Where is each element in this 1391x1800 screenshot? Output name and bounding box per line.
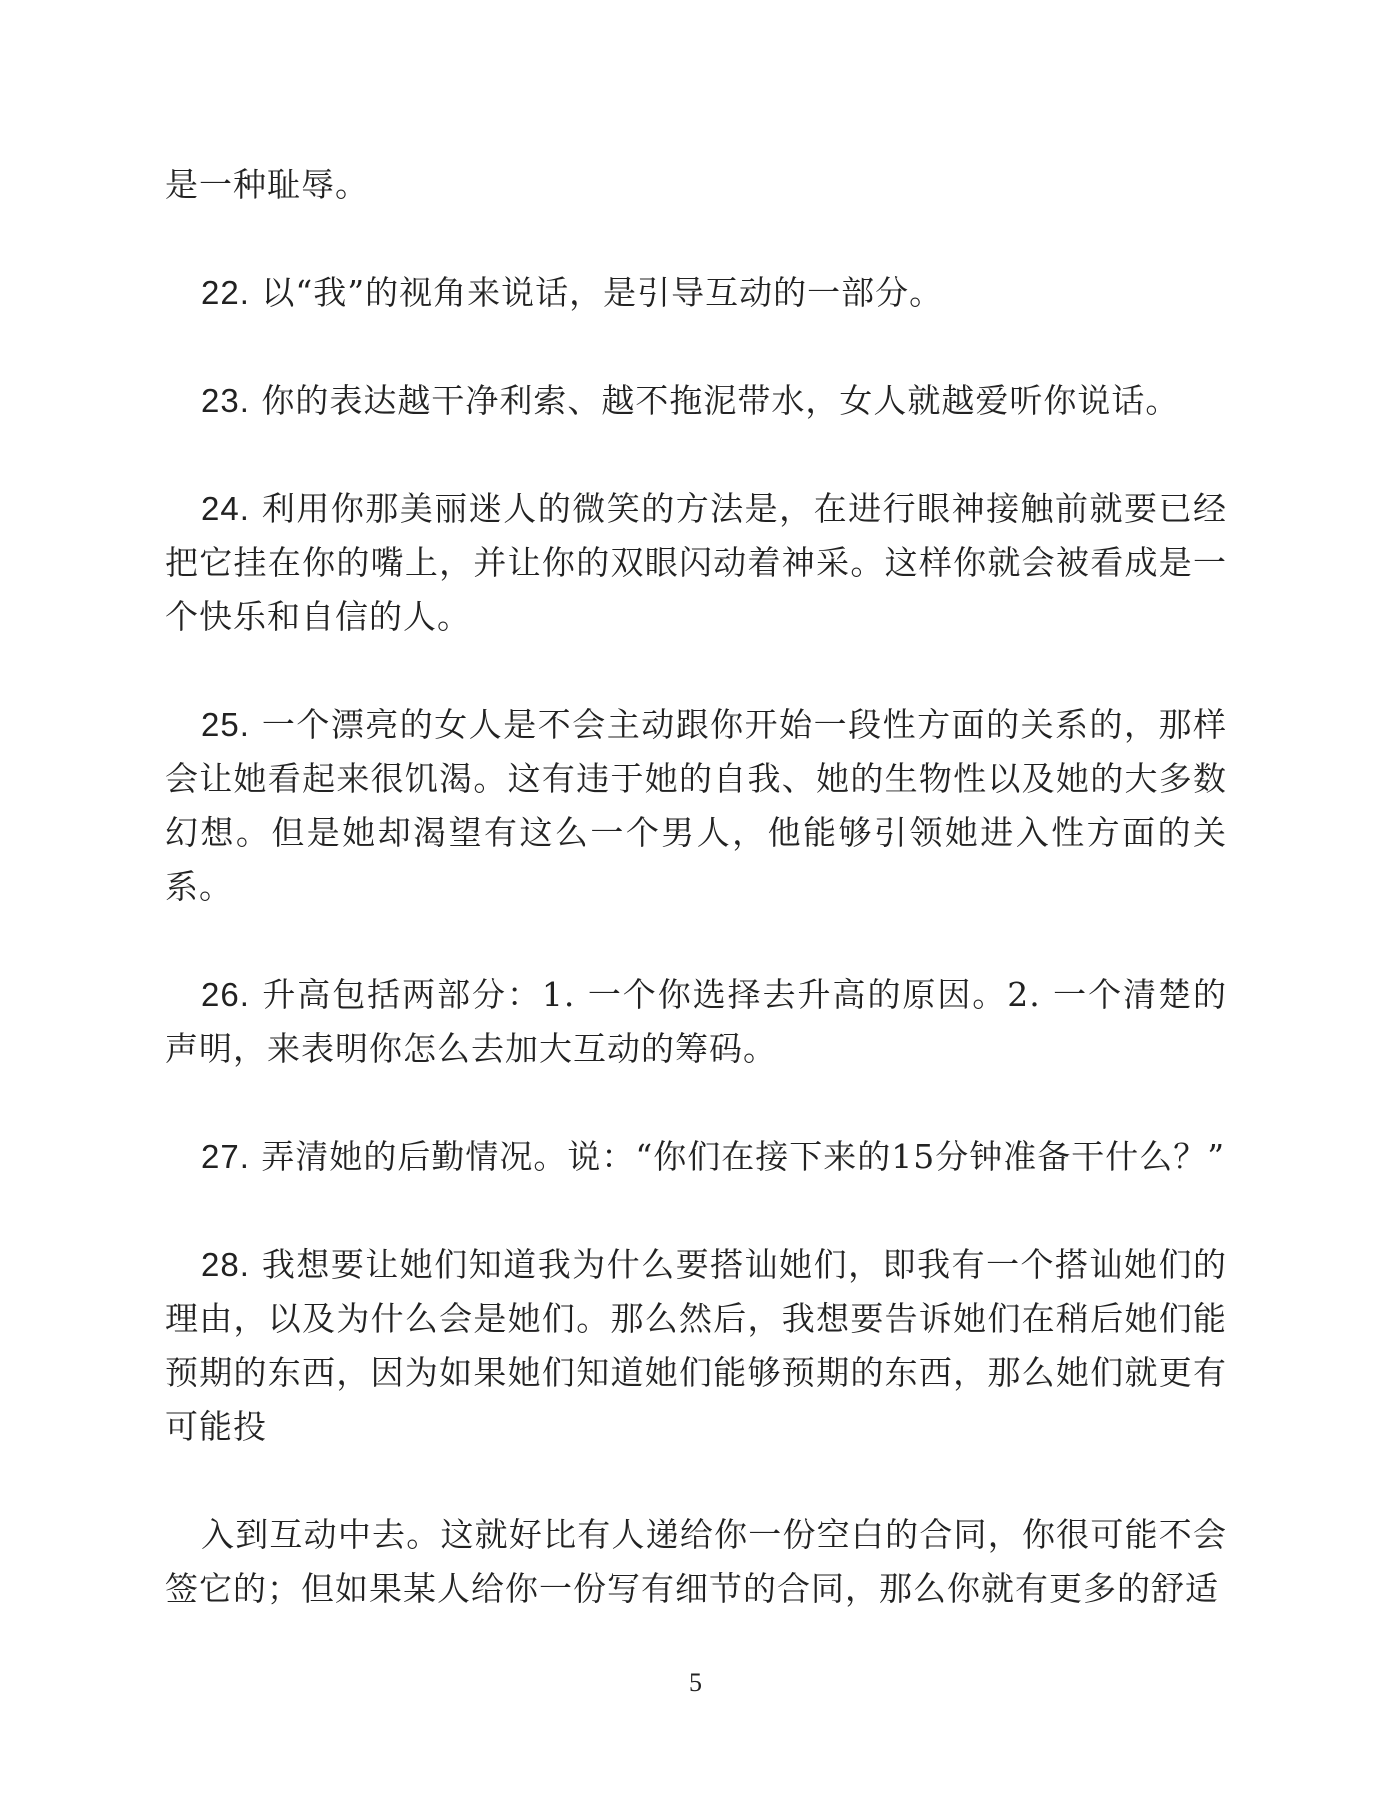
paragraph-item-28: [165, 1238, 1227, 1454]
paragraph-text: 以“我”的视角来说话，是引导互动的一部分。: [249, 273, 944, 312]
paragraph-continuation: [165, 158, 1227, 212]
paragraph-text: 利用你那美丽迷人的微笑的方法是，在进行眼神接触前就要已经把它挂在你的嘴上，并让你的双眼闪动着神采。这样你就会被看成是一个快乐和自信的人。: [165, 489, 1227, 636]
document-body: [165, 158, 1227, 1616]
paragraph-text: 是一种耻辱。: [165, 165, 369, 204]
paragraph-item-26: [165, 968, 1227, 1076]
paragraph-item-24: [165, 482, 1227, 644]
paragraph-text: 你的表达越干净利索、越不拖泥带水，女人就越爱听你说话。: [249, 381, 1180, 420]
paragraph-item-27: [165, 1130, 1227, 1184]
paragraph-item-25: [165, 698, 1227, 914]
paragraph-item-23: [165, 374, 1227, 428]
item-number: 25.: [201, 706, 250, 743]
paragraph-text: 一个漂亮的女人是不会主动跟你开始一段性方面的关系的，那样会让她看起来很饥渴。这有违于她的自我、她的生物性以及她的大多数幻想。但是她却渴望有这么一个男人，他能够引领她进入性方面的关系。: [165, 705, 1227, 906]
paragraph-text: 弄清她的后勤情况。说：“你们在接下来的15分钟准备干什么？”: [249, 1137, 1226, 1176]
page-number: 5: [689, 1668, 702, 1697]
item-number: 26.: [201, 976, 250, 1013]
item-number: 28.: [201, 1246, 250, 1283]
item-number: 27.: [201, 1138, 250, 1175]
paragraph-item-22: [165, 266, 1227, 320]
paragraph-text: 升高包括两部分：1. 一个你选择去升高的原因。2. 一个清楚的声明，来表明你怎么去加大互动的筹码。: [165, 975, 1227, 1068]
item-number: 23.: [201, 382, 250, 419]
paragraph-item-28-continued: [165, 1508, 1227, 1616]
paragraph-text: 入到互动中去。这就好比有人递给你一份空白的合同，你很可能不会签它的；但如果某人给你一份写有细节的合同，那么你就有更多的舒适: [165, 1515, 1227, 1608]
item-number: 24.: [201, 490, 250, 527]
item-number: 22.: [201, 274, 250, 311]
paragraph-text: 我想要让她们知道我为什么要搭讪她们，即我有一个搭讪她们的理由，以及为什么会是她们。那么然后，我想要告诉她们在稍后她们能预期的东西，因为如果她们知道她们能够预期的东西，那么她们就更有可能投: [165, 1245, 1227, 1446]
